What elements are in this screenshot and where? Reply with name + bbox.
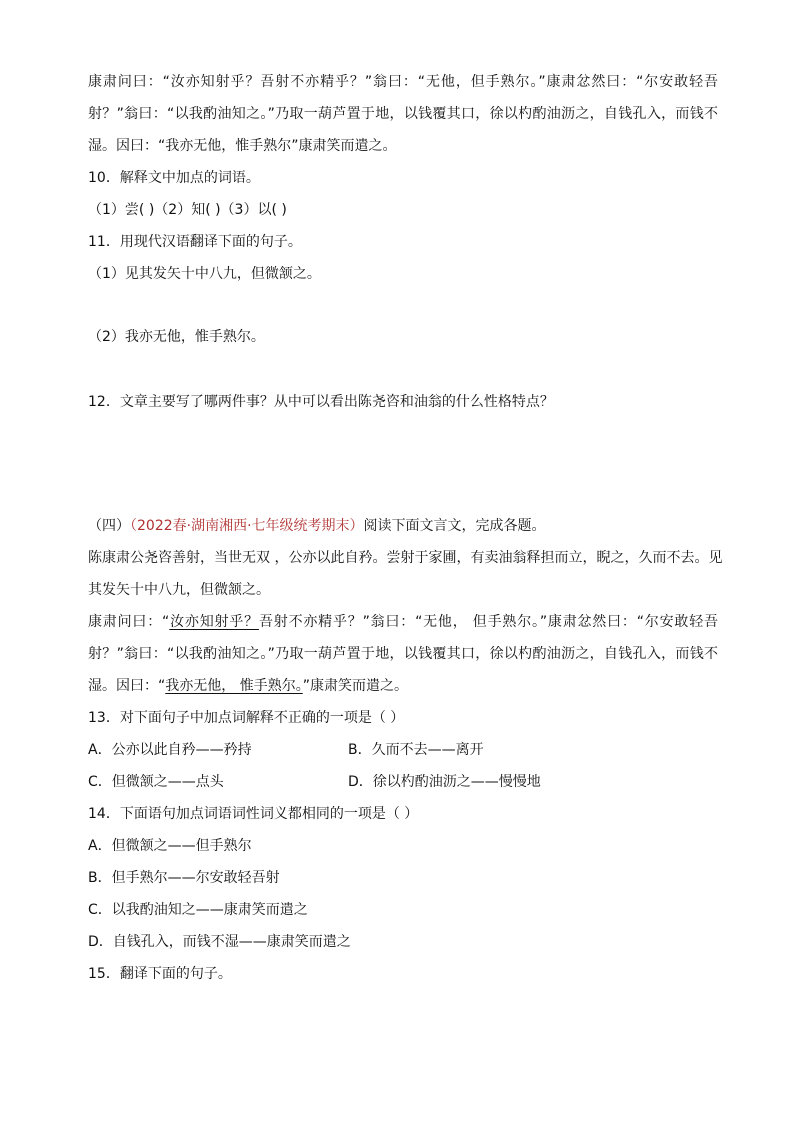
question-11-part-1: （1）见其发矢十中八九，但微颔之。 <box>88 266 321 282</box>
option-13-a: A．公亦以此自矜——矜持 <box>88 742 252 758</box>
option-14-b: B．但手熟尔——尔安敢轻吾射 <box>88 870 280 886</box>
question-11-part-2: （2）我亦无他，惟手熟尔。 <box>88 329 265 345</box>
section-number: （四） <box>88 518 130 534</box>
passage-line: 康肃问曰：“汝亦知射乎？吾射不亦精乎？”翁曰：“无他， 但手熟尔。”康肃忿然曰：“尔安敢轻吾 <box>88 614 719 630</box>
section-instruction: 阅读下面文言文，完成各题。 <box>363 518 546 534</box>
question-10-items: （1）尝( )（2）知( )（3）以( ) <box>88 202 287 218</box>
section-4-heading <box>88 517 546 535</box>
question-11: 11．用现代汉语翻译下面的句子。 <box>88 234 302 250</box>
option-14-c: C．以我酌油知之——康肃笑而遣之 <box>88 902 308 918</box>
question-15: 15．翻译下面的句子。 <box>88 966 232 982</box>
option-14-d: D．自钱孔入，而钱不湿——康肃笑而遣之 <box>88 934 351 950</box>
question-14: 14．下面语句加点词语词性词义都相同的一项是（ ） <box>88 806 419 822</box>
passage-line: 湿。因曰：“我亦无他，惟手熟尔”康肃笑而遣之。 <box>88 138 397 154</box>
passage-line: 康肃问曰：“汝亦知射乎？吾射不亦精乎？”翁曰：“无他，但手熟尔。”康肃忿然曰：“尔安敢轻吾 <box>88 74 718 90</box>
passage-line: 射？”翁曰：“以我酌油知之。”乃取一葫芦置于地，以钱覆其口，徐以杓酌油沥之，自钱孔入，而钱不 <box>88 106 718 122</box>
option-13-d: D．徐以杓酌油沥之——慢慢地 <box>348 774 541 790</box>
passage-line: 其发矢十中八九，但微颔之。 <box>88 582 270 598</box>
passage-line: 陈康肃公尧咨善射，当世无双 ，公亦以此自矜。尝射于家圃，有卖油翁释担而立，睨之，久而不去。见 <box>88 550 723 566</box>
option-13-c: C．但微颔之——点头 <box>88 774 224 790</box>
passage-line: 湿。因曰：“我亦无他， 惟手熟尔。”康肃笑而遣之。 <box>88 678 408 694</box>
option-13-b: B．久而不去——离开 <box>348 742 484 758</box>
underlined-phrase: 我亦无他， 惟手熟尔。 <box>165 678 303 694</box>
source-note: （2022春·湖南湘西·七年级统考期末） <box>130 518 364 534</box>
option-14-a: A．但微颔之——但手熟尔 <box>88 838 252 854</box>
question-10: 10．解释文中加点的词语。 <box>88 170 260 186</box>
question-13: 13．对下面句子中加点词解释不正确的一项是（ ） <box>88 710 405 726</box>
passage-line: 射？”翁曰：“以我酌油知之。”乃取一葫芦置于地，以钱覆其口，徐以杓酌油沥之，自钱孔入，而钱不 <box>88 646 718 662</box>
underlined-phrase: 汝亦知射乎？ <box>169 614 259 630</box>
question-12: 12．文章主要写了哪两件事？从中可以看出陈尧咨和油翁的什么性格特点？ <box>88 394 554 410</box>
